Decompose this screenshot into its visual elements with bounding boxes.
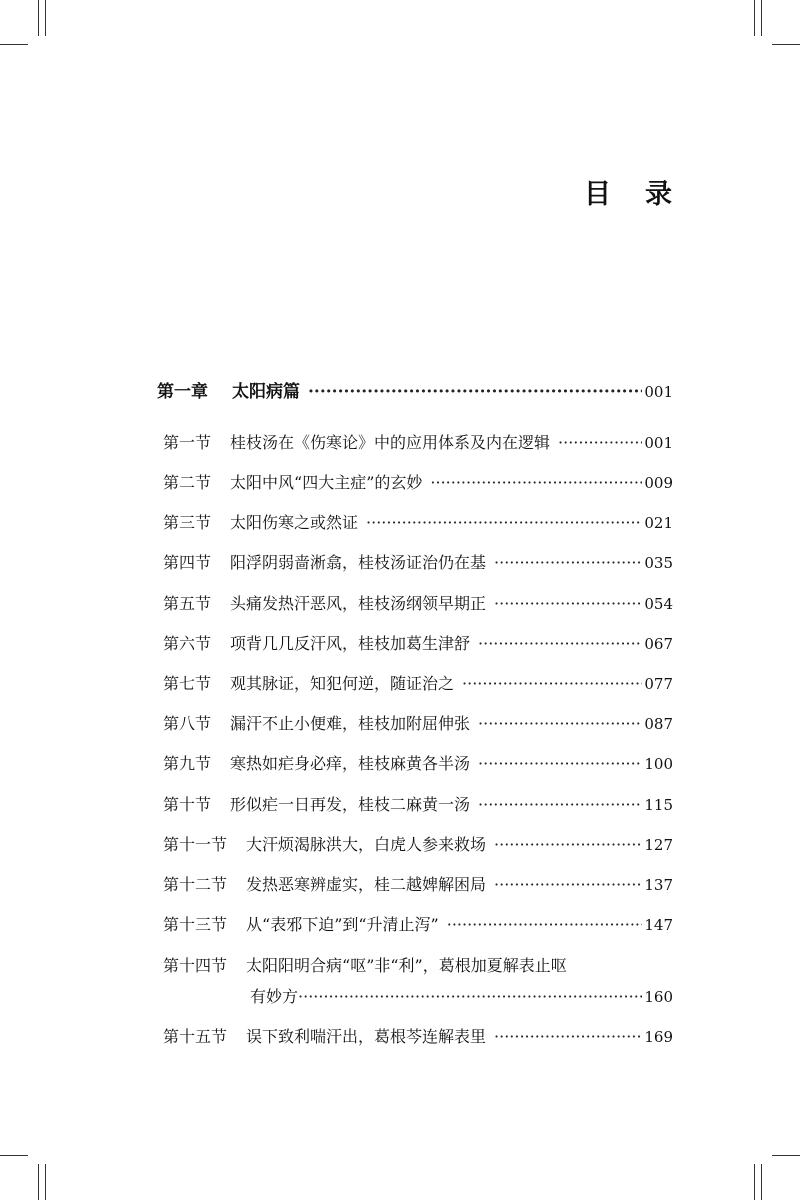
section-title: 大汗烦渴脉洪大，白虎人参来救场 [246, 835, 487, 854]
toc-entry[interactable] [163, 593, 673, 615]
page-number: 009 [644, 474, 673, 492]
page-number: 169 [644, 1028, 673, 1046]
toc-chapter-entry[interactable] [157, 381, 673, 403]
leader-dots [494, 593, 642, 615]
section-title: 误下致利喘汗出，葛根芩连解表里 [246, 1027, 487, 1046]
leader-dots [447, 914, 643, 936]
page-number: 127 [644, 836, 673, 854]
section-title: 项背几几反汗风，桂枝加葛生津舒 [230, 634, 471, 653]
page-number: 001 [644, 434, 673, 452]
section-title: 太阳中风“四大主症”的玄妙 [230, 473, 423, 492]
section-title: 阳浮阴弱啬淅翕，桂枝汤证治仍在基 [230, 553, 487, 572]
crop-mark [45, 1164, 46, 1200]
section-number: 第六节 [163, 634, 212, 653]
leader-dots [308, 381, 642, 403]
page-number: 160 [644, 988, 673, 1006]
crop-mark [772, 1155, 800, 1156]
toc-entry[interactable] [163, 955, 673, 977]
section-number: 第十三节 [163, 915, 228, 934]
page-number: 077 [644, 675, 673, 693]
section-title: 漏汗不止小便难，桂枝加附屈伸张 [230, 714, 471, 733]
section-title: 发热恶寒辨虚实，桂二越婢解困局 [246, 875, 487, 894]
toc-entry[interactable] [163, 834, 673, 856]
section-number: 第二节 [163, 473, 212, 492]
crop-mark [0, 1155, 28, 1156]
leader-dots [298, 986, 642, 1008]
toc-entry-continuation[interactable] [250, 986, 673, 1008]
section-title: 太阳阳明合病“呕”非“利”，葛根加夏解表止呕 [246, 956, 567, 975]
page-number: 100 [644, 755, 673, 773]
page-number: 054 [644, 595, 673, 613]
page-title [584, 172, 672, 211]
section-title: 桂枝汤在《伤寒论》中的应用体系及内在逻辑 [230, 433, 551, 452]
crop-mark [0, 44, 28, 45]
toc-entry[interactable] [163, 874, 673, 896]
section-number: 第五节 [163, 594, 212, 613]
crop-mark [754, 1164, 755, 1200]
leader-dots [494, 874, 642, 896]
toc-entry[interactable] [163, 1026, 673, 1048]
leader-dots [462, 673, 642, 695]
toc-entry[interactable] [163, 794, 673, 816]
leader-dots [478, 633, 642, 655]
toc-entry[interactable] [163, 713, 673, 735]
leader-dots [478, 713, 642, 735]
section-number: 第十五节 [163, 1027, 228, 1046]
page-number: 001 [644, 383, 673, 401]
crop-mark [38, 1164, 39, 1200]
toc-entry[interactable] [163, 753, 673, 775]
chapter-title: 太阳病篇 [232, 382, 300, 402]
section-number: 第十一节 [163, 835, 228, 854]
toc-entry[interactable] [163, 472, 673, 494]
section-title: 太阳伤寒之或然证 [230, 513, 359, 532]
crop-mark [38, 0, 39, 36]
leader-dots [478, 794, 642, 816]
chapter-number: 第一章 [157, 382, 208, 402]
toc-entry[interactable] [163, 673, 673, 695]
crop-mark [772, 44, 800, 45]
leader-dots [366, 512, 642, 534]
crop-mark [754, 0, 755, 36]
page-number: 115 [644, 796, 673, 814]
section-number: 第十节 [163, 795, 212, 814]
section-number: 第三节 [163, 513, 212, 532]
section-title: 观其脉证，知犯何逆，随证治之 [230, 674, 455, 693]
section-number: 第七节 [163, 674, 212, 693]
title-char: 录 [645, 179, 672, 210]
leader-dots [558, 432, 642, 454]
crop-mark [761, 1164, 762, 1200]
section-number: 第一节 [163, 433, 212, 452]
page-number: 087 [644, 715, 673, 733]
section-number: 第四节 [163, 553, 212, 572]
section-title: 形似疟一日再发，桂枝二麻黄一汤 [230, 795, 471, 814]
section-title: 头痛发热汗恶风，桂枝汤纲领早期正 [230, 594, 487, 613]
toc-entry[interactable] [163, 633, 673, 655]
leader-dots [430, 472, 642, 494]
toc-entry[interactable] [163, 914, 673, 936]
page-number: 137 [644, 876, 673, 894]
crop-mark [761, 0, 762, 36]
section-number: 第十二节 [163, 875, 228, 894]
leader-dots [494, 552, 642, 574]
leader-dots [494, 834, 642, 856]
title-char: 目 [584, 179, 611, 210]
page-number: 147 [644, 916, 673, 934]
section-title: 寒热如疟身必痒，桂枝麻黄各半汤 [230, 754, 471, 773]
leader-dots [494, 1026, 642, 1048]
toc-entry[interactable] [163, 552, 673, 574]
section-title: 从“表邪下迫”到“升清止泻” [246, 915, 439, 934]
section-number: 第八节 [163, 714, 212, 733]
page-number: 067 [644, 635, 673, 653]
crop-mark [45, 0, 46, 36]
section-number: 第九节 [163, 754, 212, 773]
page-number: 021 [644, 514, 673, 532]
section-title-continued: 有妙方 [250, 987, 299, 1006]
page-number: 035 [644, 554, 673, 572]
toc-entry[interactable] [163, 512, 673, 534]
toc-entry[interactable] [163, 432, 673, 454]
leader-dots [478, 753, 642, 775]
section-number: 第十四节 [163, 956, 228, 975]
